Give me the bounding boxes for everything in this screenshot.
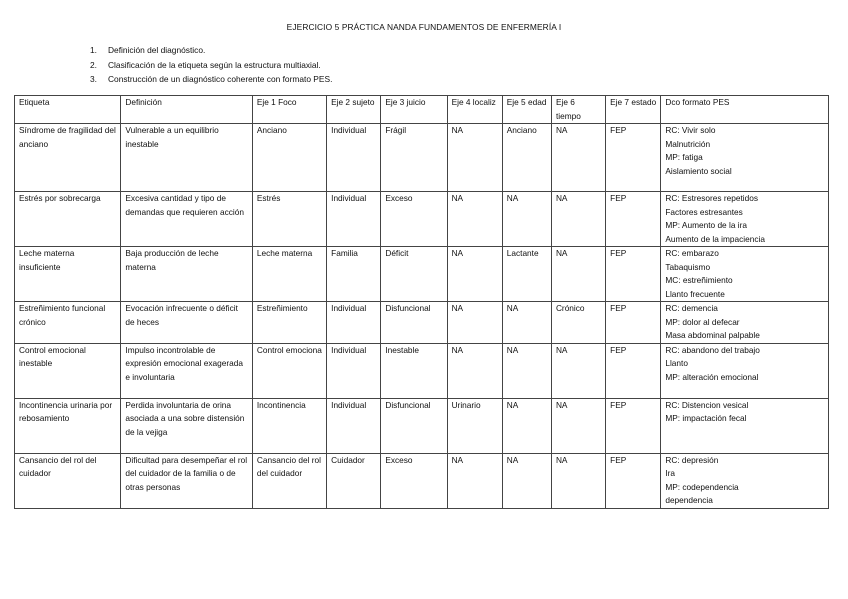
objectives-list <box>90 43 332 87</box>
pes-line: Llanto frecuente <box>665 288 725 299</box>
cell-eje2: Individual <box>327 302 381 344</box>
cell-definicion: Evocación infrecuente o déficit de heces <box>121 302 252 344</box>
cell-eje7: FEP <box>606 302 661 344</box>
cell-etiqueta: Cansancio del rol del cuidador <box>15 453 121 508</box>
pes-line: Aislamiento social <box>665 165 732 176</box>
cell-etiqueta: Síndrome de fragilidad del anciano <box>15 124 121 192</box>
pes-line: Tabaquismo <box>665 261 711 272</box>
cell-eje4: NA <box>447 247 502 302</box>
cell-eje2: Cuidador <box>327 453 381 508</box>
cell-eje7: FEP <box>606 343 661 398</box>
pes-line: RC: demencia <box>665 303 718 313</box>
cell-eje5: Anciano <box>502 124 551 192</box>
table-row <box>15 247 829 302</box>
pes-line: MP: alteración emocional <box>665 371 759 382</box>
pes-line: RC: Estresores repetidos <box>665 193 759 203</box>
cell-pes <box>661 398 829 453</box>
cell-eje1: Anciano <box>252 124 326 192</box>
cell-pes <box>661 192 829 247</box>
pes-line: Llanto <box>665 358 688 368</box>
cell-eje3: Déficit <box>381 247 447 302</box>
cell-definicion: Excesiva cantidad y tipo de demandas que requieren acción <box>121 192 252 247</box>
cell-pes <box>661 453 829 508</box>
cell-eje2: Individual <box>327 343 381 398</box>
cell-eje4: Urinario <box>447 398 502 453</box>
pes-line: MC: estreñimiento <box>665 275 733 285</box>
objective-item: 2. Clasificación de la etiqueta según la estructura multiaxial. <box>90 59 321 70</box>
pes-line: Masa abdominal palpable <box>665 330 760 340</box>
pes-line: MP: fatiga <box>665 152 703 162</box>
cell-etiqueta: Control emocional inestable <box>15 343 121 398</box>
cell-eje7: FEP <box>606 398 661 453</box>
header-eje5: Eje 5 edad <box>502 96 551 124</box>
cell-definicion: Baja producción de leche materna <box>121 247 252 302</box>
pes-line: dependencia <box>665 495 713 505</box>
cell-eje3: Inestable <box>381 343 447 398</box>
header-eje2: Eje 2 sujeto <box>327 96 381 124</box>
cell-eje3: Disfuncional <box>381 302 447 344</box>
cell-eje5: NA <box>502 192 551 247</box>
header-eje1: Eje 1 Foco <box>252 96 326 124</box>
cell-etiqueta: Incontinencia urinaria por rebosamiento <box>15 398 121 453</box>
cell-eje6: NA <box>551 398 605 453</box>
cell-eje2: Individual <box>327 192 381 247</box>
cell-pes <box>661 247 829 302</box>
cell-eje4: NA <box>447 453 502 508</box>
cell-eje1: Leche materna <box>252 247 326 302</box>
objective-item: 3. Construcción de un diagnóstico coherente con formato PES. <box>90 74 333 84</box>
header-etiqueta: Etiqueta <box>15 96 121 124</box>
cell-eje5: NA <box>502 302 551 344</box>
cell-eje6: NA <box>551 453 605 508</box>
pes-line: MP: impactación fecal <box>665 413 747 423</box>
cell-eje7: FEP <box>606 247 661 302</box>
pes-line: Factores estresantes <box>665 206 743 217</box>
document-title: EJERCICIO 5 PRÁCTICA NANDA FUNDAMENTOS DE ENFERMERÍA I <box>286 22 562 32</box>
cell-eje2: Individual <box>327 124 381 192</box>
header-eje7: Eje 7 estado <box>606 96 661 124</box>
cell-definicion: Dificultad para desempeñar el rol del cuidador de la familia o de otras personas <box>121 453 252 508</box>
cell-eje5: NA <box>502 453 551 508</box>
cell-pes <box>661 343 829 398</box>
table-row <box>15 398 829 453</box>
pes-line: Malnutrición <box>665 138 711 149</box>
cell-pes <box>661 302 829 344</box>
cell-eje1: Incontinencia <box>252 398 326 453</box>
cell-eje5: NA <box>502 398 551 453</box>
table-row <box>15 343 829 398</box>
objective-item: 1. Definición del diagnóstico. <box>90 45 206 55</box>
header-eje6: Eje 6 tiempo <box>551 96 605 124</box>
pes-line: MP: Aumento de la ira <box>665 220 747 230</box>
pes-line: RC: embarazo <box>665 248 719 258</box>
pes-line: MP: dolor al defecar <box>665 316 740 327</box>
cell-eje6: NA <box>551 124 605 192</box>
table-row <box>15 302 829 344</box>
cell-eje1: Estreñimiento <box>252 302 326 344</box>
cell-eje4: NA <box>447 343 502 398</box>
cell-eje3: Frágil <box>381 124 447 192</box>
table-header-row <box>15 96 829 124</box>
cell-eje5: Lactante <box>502 247 551 302</box>
cell-eje4: NA <box>447 302 502 344</box>
cell-eje6: NA <box>551 247 605 302</box>
cell-eje2: Familia <box>327 247 381 302</box>
cell-eje4: NA <box>447 124 502 192</box>
pes-line: RC: Distencion vesical <box>665 399 749 410</box>
cell-eje3: Disfuncional <box>381 398 447 453</box>
cell-eje3: Exceso <box>381 453 447 508</box>
header-pes: Dco formato PES <box>661 96 829 124</box>
cell-eje1: Cansancio del rol del cuidador <box>252 453 326 508</box>
header-eje3: Eje 3 juicio <box>381 96 447 124</box>
cell-etiqueta: Estreñimiento funcional crónico <box>15 302 121 344</box>
pes-line: RC: depresión <box>665 454 719 465</box>
cell-definicion: Vulnerable a un equilibrio inestable <box>121 124 252 192</box>
table-row <box>15 124 829 192</box>
cell-etiqueta: Leche materna insuficiente <box>15 247 121 302</box>
cell-eje6: NA <box>551 343 605 398</box>
table-row <box>15 192 829 247</box>
header-definicion: Definición <box>121 96 252 124</box>
pes-line: Ira <box>665 468 676 478</box>
cell-eje2: Individual <box>327 398 381 453</box>
cell-definicion: Perdida involuntaria de orina asociada a una sobre distensión de la vejiga <box>121 398 252 453</box>
cell-definicion: Impulso incontrolable de expresión emocional exagerada e involuntaria <box>121 343 252 398</box>
cell-eje5: NA <box>502 343 551 398</box>
cell-eje3: Exceso <box>381 192 447 247</box>
cell-eje6: Crónico <box>551 302 605 344</box>
header-eje4: Eje 4 localiz <box>447 96 502 124</box>
nanda-table <box>14 95 829 509</box>
cell-eje7: FEP <box>606 453 661 508</box>
cell-eje6: NA <box>551 192 605 247</box>
cell-eje7: FEP <box>606 192 661 247</box>
pes-line: Aumento de la impaciencia <box>665 233 765 244</box>
cell-eje1: Estrés <box>252 192 326 247</box>
cell-pes <box>661 124 829 192</box>
cell-etiqueta: Estrés por sobrecarga <box>15 192 121 247</box>
pes-line: RC: abandono del trabajo <box>665 344 760 355</box>
pes-line: RC: Vivir solo <box>665 125 716 135</box>
cell-eje7: FEP <box>606 124 661 192</box>
table-row <box>15 453 829 508</box>
cell-eje1: Control emociona <box>252 343 326 398</box>
pes-line: MP: codependencia <box>665 481 739 492</box>
cell-eje4: NA <box>447 192 502 247</box>
